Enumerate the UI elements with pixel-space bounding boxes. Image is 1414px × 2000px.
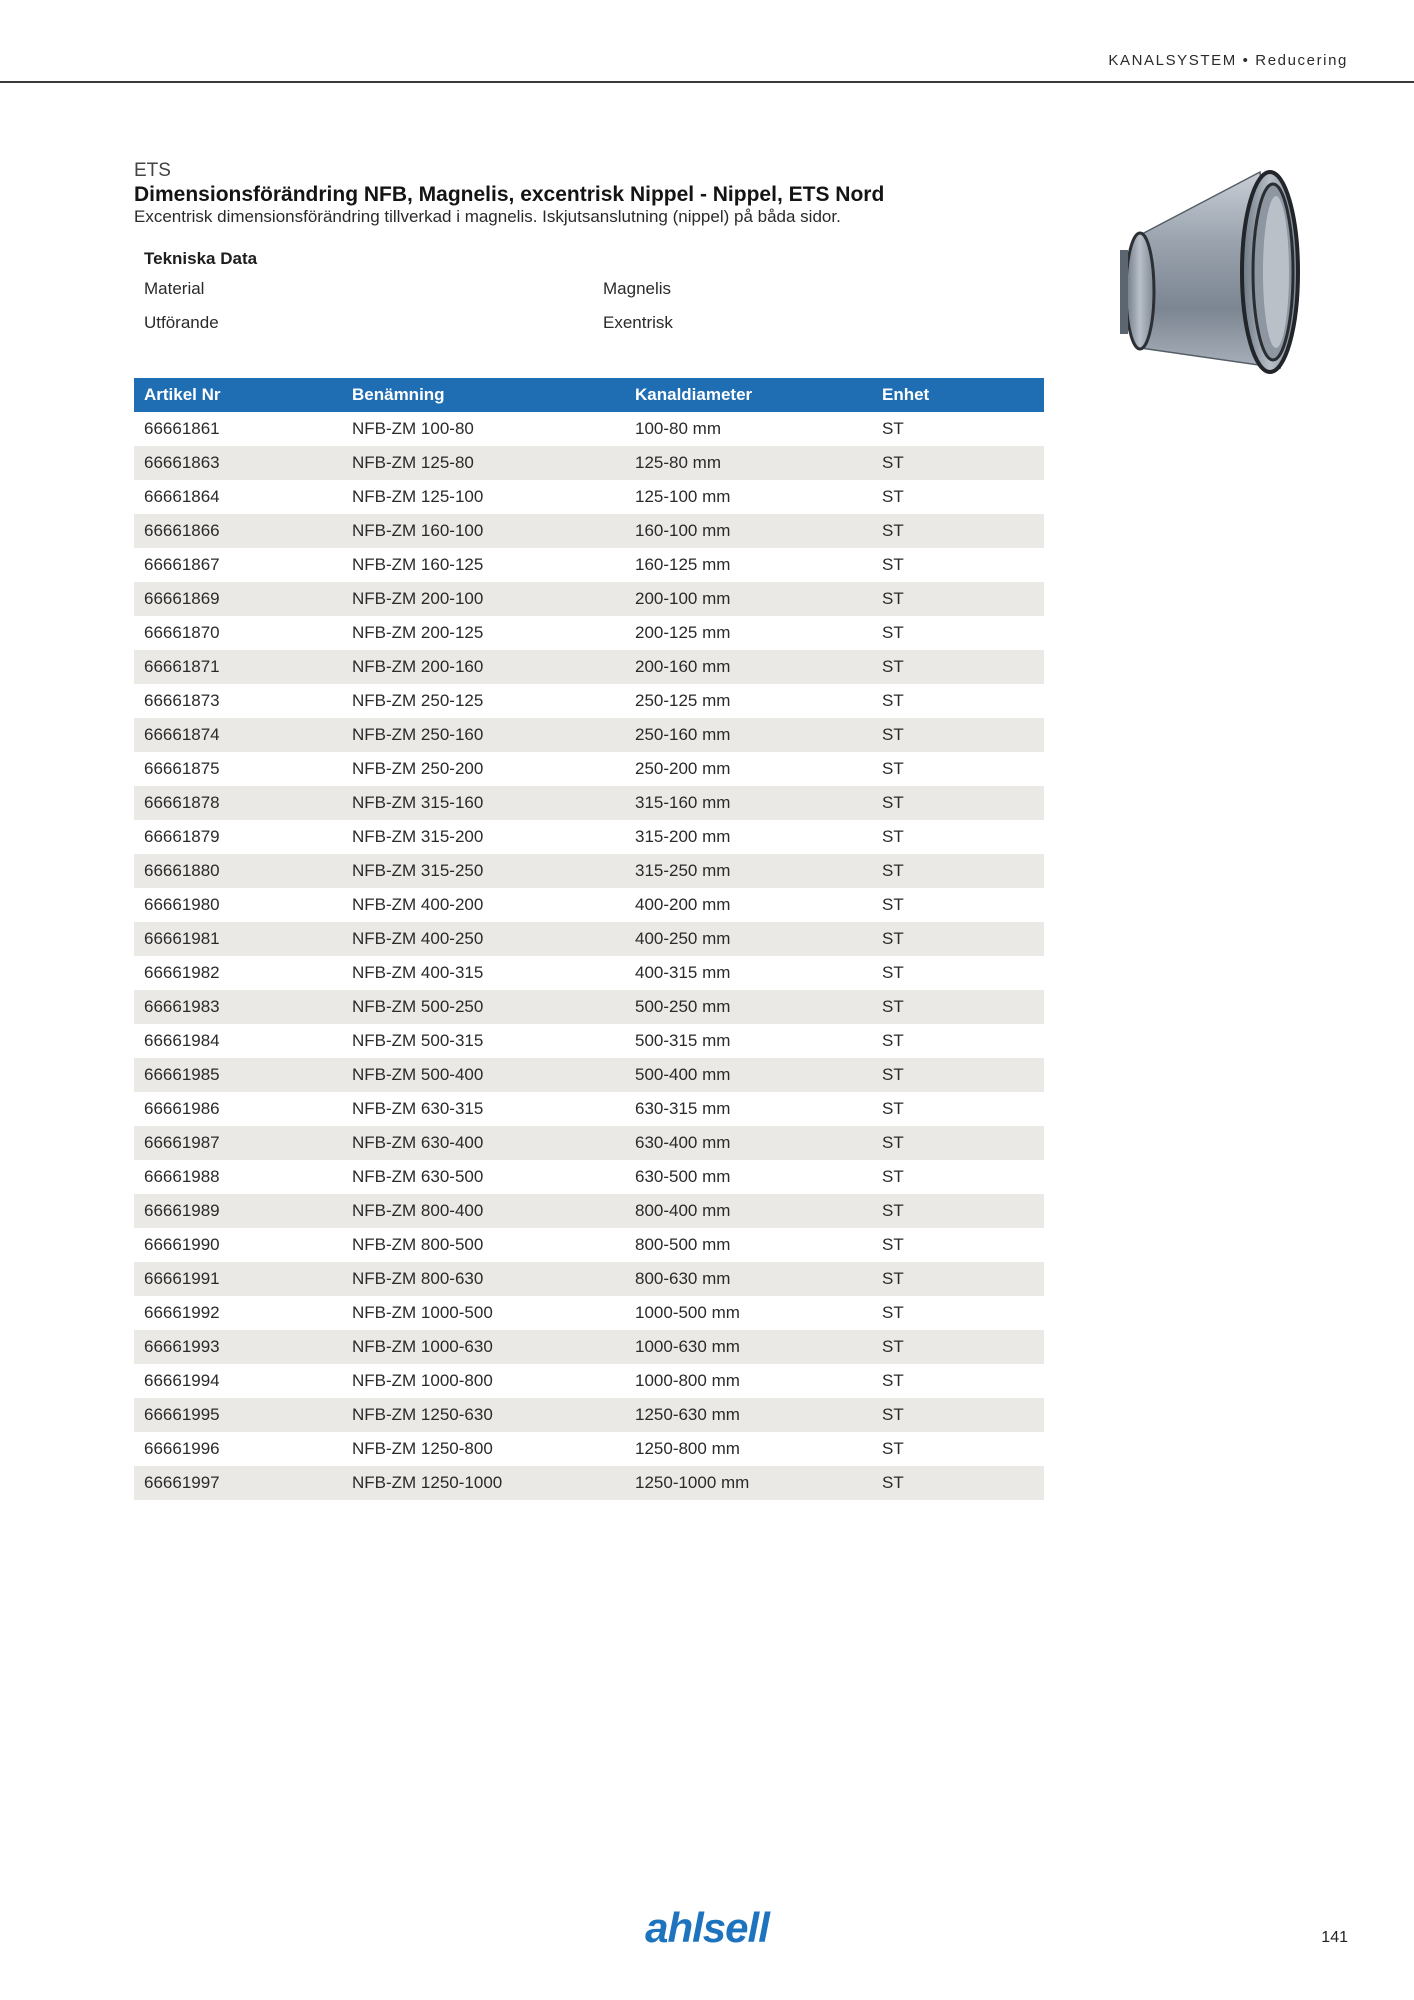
unit: ST bbox=[872, 1058, 1044, 1092]
article-number: 66661995 bbox=[134, 1398, 342, 1432]
brand-label: ETS bbox=[134, 160, 171, 181]
duct-diameter: 630-500 mm bbox=[635, 1167, 731, 1186]
table-header-row bbox=[134, 378, 1044, 412]
table-row bbox=[134, 1432, 1044, 1466]
article-number: 66661981 bbox=[134, 922, 342, 956]
duct-diameter: 250-125 mm bbox=[635, 691, 731, 710]
duct-diameter: 400-200 mm bbox=[635, 895, 731, 914]
article-name: NFB-ZM 630-500 bbox=[352, 1167, 484, 1186]
table-row bbox=[134, 956, 1044, 990]
page-title: Dimensionsförändring NFB, Magnelis, excentrisk Nippel - Nippel, ETS Nord bbox=[134, 183, 885, 206]
article-name: NFB-ZM 1000-800 bbox=[352, 1371, 493, 1390]
unit: ST bbox=[882, 1439, 904, 1458]
spec-row-utforande bbox=[134, 306, 1044, 340]
spec-label: Utförande bbox=[144, 313, 219, 332]
duct-diameter: 100-80 mm bbox=[635, 419, 721, 438]
duct-diameter: 1000-800 mm bbox=[635, 1371, 740, 1390]
unit: ST bbox=[872, 786, 1044, 820]
article-number: 66661870 bbox=[144, 623, 220, 642]
article-number: 66661880 bbox=[134, 854, 342, 888]
column-header-kanaldiameter: Kanaldiameter bbox=[625, 378, 872, 412]
table-row bbox=[134, 1024, 1044, 1058]
article-number: 66661993 bbox=[134, 1330, 342, 1364]
unit: ST bbox=[882, 1303, 904, 1322]
article-name: NFB-ZM 250-160 bbox=[342, 718, 625, 752]
article-name: NFB-ZM 160-125 bbox=[352, 555, 484, 574]
unit: ST bbox=[872, 854, 1044, 888]
table-row bbox=[134, 1364, 1044, 1398]
duct-diameter: 1250-800 mm bbox=[635, 1439, 740, 1458]
article-number: 66661874 bbox=[134, 718, 342, 752]
duct-diameter: 500-250 mm bbox=[625, 990, 872, 1024]
article-number: 66661983 bbox=[134, 990, 342, 1024]
article-number: 66661985 bbox=[134, 1058, 342, 1092]
unit: ST bbox=[882, 623, 904, 642]
table-row bbox=[134, 684, 1044, 718]
table-row bbox=[134, 412, 1044, 446]
logo-text: ahlsell bbox=[645, 1904, 769, 1951]
tech-data-heading: Tekniska Data bbox=[144, 249, 258, 268]
article-number: 66661989 bbox=[134, 1194, 342, 1228]
article-number: 66661987 bbox=[134, 1126, 342, 1160]
unit: ST bbox=[882, 487, 904, 506]
table-row bbox=[134, 786, 1044, 820]
table-row bbox=[134, 616, 1044, 650]
article-name: NFB-ZM 315-160 bbox=[342, 786, 625, 820]
article-number: 66661992 bbox=[144, 1303, 220, 1322]
article-name: NFB-ZM 630-400 bbox=[342, 1126, 625, 1160]
product-description: Excentrisk dimensionsförändring tillverkad i magnelis. Iskjutsanslutning (nippel) på båda sidor. bbox=[134, 207, 841, 226]
header-divider bbox=[0, 81, 1414, 83]
article-name: NFB-ZM 125-80 bbox=[342, 446, 625, 480]
article-name: NFB-ZM 400-250 bbox=[342, 922, 625, 956]
article-name: NFB-ZM 160-100 bbox=[342, 514, 625, 548]
article-name: NFB-ZM 800-400 bbox=[342, 1194, 625, 1228]
table-row bbox=[134, 446, 1044, 480]
article-name: NFB-ZM 1250-630 bbox=[342, 1398, 625, 1432]
duct-diameter: 1250-630 mm bbox=[625, 1398, 872, 1432]
duct-diameter: 800-630 mm bbox=[625, 1262, 872, 1296]
article-name: NFB-ZM 400-200 bbox=[352, 895, 484, 914]
table-row bbox=[134, 1126, 1044, 1160]
table-row bbox=[134, 718, 1044, 752]
unit: ST bbox=[872, 1194, 1044, 1228]
table-row bbox=[134, 514, 1044, 548]
unit: ST bbox=[882, 555, 904, 574]
article-table bbox=[134, 378, 1044, 1500]
duct-diameter: 400-250 mm bbox=[625, 922, 872, 956]
unit: ST bbox=[872, 582, 1044, 616]
article-name: NFB-ZM 100-80 bbox=[352, 419, 474, 438]
duct-diameter: 200-160 mm bbox=[625, 650, 872, 684]
article-number: 66661994 bbox=[144, 1371, 220, 1390]
article-name: NFB-ZM 1000-500 bbox=[352, 1303, 493, 1322]
table-row bbox=[134, 752, 1044, 786]
table-row bbox=[134, 582, 1044, 616]
article-name: NFB-ZM 400-315 bbox=[352, 963, 484, 982]
article-name: NFB-ZM 800-500 bbox=[352, 1235, 484, 1254]
article-number: 66661869 bbox=[134, 582, 342, 616]
spec-label: Material bbox=[144, 279, 205, 298]
article-number: 66661988 bbox=[144, 1167, 220, 1186]
unit: ST bbox=[872, 1398, 1044, 1432]
duct-diameter: 1000-500 mm bbox=[635, 1303, 740, 1322]
table-row bbox=[134, 1194, 1044, 1228]
unit: ST bbox=[872, 1126, 1044, 1160]
table-row bbox=[134, 1228, 1044, 1262]
duct-diameter: 125-80 mm bbox=[625, 446, 872, 480]
table-row bbox=[134, 480, 1044, 514]
article-name: NFB-ZM 250-125 bbox=[352, 691, 484, 710]
unit: ST bbox=[872, 990, 1044, 1024]
header-separator: • bbox=[1242, 52, 1250, 69]
page-number: 141 bbox=[1321, 1929, 1348, 1946]
article-name: NFB-ZM 315-200 bbox=[352, 827, 484, 846]
tech-data-section bbox=[134, 246, 1044, 340]
unit: ST bbox=[872, 1466, 1044, 1500]
unit: ST bbox=[872, 718, 1044, 752]
article-name: NFB-ZM 800-630 bbox=[342, 1262, 625, 1296]
article-number: 66661984 bbox=[144, 1031, 220, 1050]
table-row bbox=[134, 1296, 1044, 1330]
table-row bbox=[134, 1262, 1044, 1296]
article-number: 66661861 bbox=[144, 419, 220, 438]
article-name: NFB-ZM 1250-1000 bbox=[342, 1466, 625, 1500]
subsection-label: Reducering bbox=[1255, 52, 1348, 69]
unit: ST bbox=[882, 1099, 904, 1118]
unit: ST bbox=[882, 1371, 904, 1390]
article-name: NFB-ZM 250-200 bbox=[352, 759, 484, 778]
unit: ST bbox=[882, 895, 904, 914]
article-number: 66661986 bbox=[144, 1099, 220, 1118]
article-number: 66661866 bbox=[134, 514, 342, 548]
article-number: 66661871 bbox=[134, 650, 342, 684]
article-number: 66661867 bbox=[144, 555, 220, 574]
article-number: 66661878 bbox=[134, 786, 342, 820]
duct-diameter: 250-160 mm bbox=[625, 718, 872, 752]
unit: ST bbox=[882, 419, 904, 438]
unit: ST bbox=[882, 1235, 904, 1254]
section-label: KANALSYSTEM bbox=[1108, 52, 1237, 69]
duct-diameter: 1000-630 mm bbox=[625, 1330, 872, 1364]
unit: ST bbox=[872, 1330, 1044, 1364]
unit: ST bbox=[872, 650, 1044, 684]
column-header-artikel-nr: Artikel Nr bbox=[134, 378, 342, 412]
duct-diameter: 315-250 mm bbox=[625, 854, 872, 888]
article-name: NFB-ZM 315-250 bbox=[342, 854, 625, 888]
table-row bbox=[134, 1058, 1044, 1092]
column-header-benamning: Benämning bbox=[342, 378, 625, 412]
article-number: 66661875 bbox=[144, 759, 220, 778]
unit: ST bbox=[882, 827, 904, 846]
duct-diameter: 1250-1000 mm bbox=[625, 1466, 872, 1500]
article-name: NFB-ZM 500-250 bbox=[342, 990, 625, 1024]
duct-diameter: 630-400 mm bbox=[625, 1126, 872, 1160]
ahlsell-logo bbox=[632, 1898, 782, 1958]
duct-diameter: 630-315 mm bbox=[635, 1099, 731, 1118]
article-number: 66661980 bbox=[144, 895, 220, 914]
reducer-product-image bbox=[1110, 160, 1330, 390]
table-row bbox=[134, 854, 1044, 888]
duct-diameter: 250-200 mm bbox=[635, 759, 731, 778]
unit: ST bbox=[872, 514, 1044, 548]
article-number: 66661990 bbox=[144, 1235, 220, 1254]
article-name: NFB-ZM 1000-630 bbox=[342, 1330, 625, 1364]
duct-diameter: 125-100 mm bbox=[635, 487, 731, 506]
unit: ST bbox=[882, 1031, 904, 1050]
unit: ST bbox=[872, 1262, 1044, 1296]
article-name: NFB-ZM 500-315 bbox=[352, 1031, 484, 1050]
table-row bbox=[134, 650, 1044, 684]
duct-diameter: 800-500 mm bbox=[635, 1235, 731, 1254]
table-row bbox=[134, 1160, 1044, 1194]
table-row bbox=[134, 820, 1044, 854]
table-row bbox=[134, 1092, 1044, 1126]
article-number: 66661873 bbox=[144, 691, 220, 710]
duct-diameter: 160-125 mm bbox=[635, 555, 731, 574]
duct-diameter: 500-400 mm bbox=[625, 1058, 872, 1092]
article-number: 66661863 bbox=[134, 446, 342, 480]
running-header bbox=[1108, 52, 1348, 69]
unit: ST bbox=[882, 691, 904, 710]
article-number: 66661991 bbox=[134, 1262, 342, 1296]
article-number: 66661997 bbox=[134, 1466, 342, 1500]
duct-diameter: 200-125 mm bbox=[635, 623, 731, 642]
table-row bbox=[134, 548, 1044, 582]
article-number: 66661996 bbox=[144, 1439, 220, 1458]
spec-row-material bbox=[134, 272, 1044, 306]
article-name: NFB-ZM 125-100 bbox=[352, 487, 484, 506]
duct-diameter: 315-160 mm bbox=[625, 786, 872, 820]
article-name: NFB-ZM 1250-800 bbox=[352, 1439, 493, 1458]
table-row bbox=[134, 1398, 1044, 1432]
article-name: NFB-ZM 200-100 bbox=[342, 582, 625, 616]
duct-diameter: 200-100 mm bbox=[625, 582, 872, 616]
article-name: NFB-ZM 200-160 bbox=[342, 650, 625, 684]
unit: ST bbox=[872, 446, 1044, 480]
duct-diameter: 500-315 mm bbox=[635, 1031, 731, 1050]
article-number: 66661982 bbox=[144, 963, 220, 982]
article-name: NFB-ZM 630-315 bbox=[352, 1099, 484, 1118]
table-row bbox=[134, 888, 1044, 922]
table-row bbox=[134, 1330, 1044, 1364]
article-name: NFB-ZM 200-125 bbox=[352, 623, 484, 642]
duct-diameter: 800-400 mm bbox=[625, 1194, 872, 1228]
duct-diameter: 160-100 mm bbox=[625, 514, 872, 548]
unit: ST bbox=[882, 759, 904, 778]
article-number: 66661879 bbox=[144, 827, 220, 846]
duct-diameter: 400-315 mm bbox=[635, 963, 731, 982]
unit: ST bbox=[882, 1167, 904, 1186]
table-row bbox=[134, 922, 1044, 956]
spec-value: Magnelis bbox=[603, 279, 672, 298]
table-row bbox=[134, 990, 1044, 1024]
article-name: NFB-ZM 500-400 bbox=[342, 1058, 625, 1092]
unit: ST bbox=[872, 922, 1044, 956]
spec-value: Exentrisk bbox=[603, 313, 673, 332]
unit: ST bbox=[882, 963, 904, 982]
duct-diameter: 315-200 mm bbox=[635, 827, 731, 846]
table-row bbox=[134, 1466, 1044, 1500]
column-header-enhet: Enhet bbox=[872, 378, 1044, 412]
article-number: 66661864 bbox=[144, 487, 220, 506]
